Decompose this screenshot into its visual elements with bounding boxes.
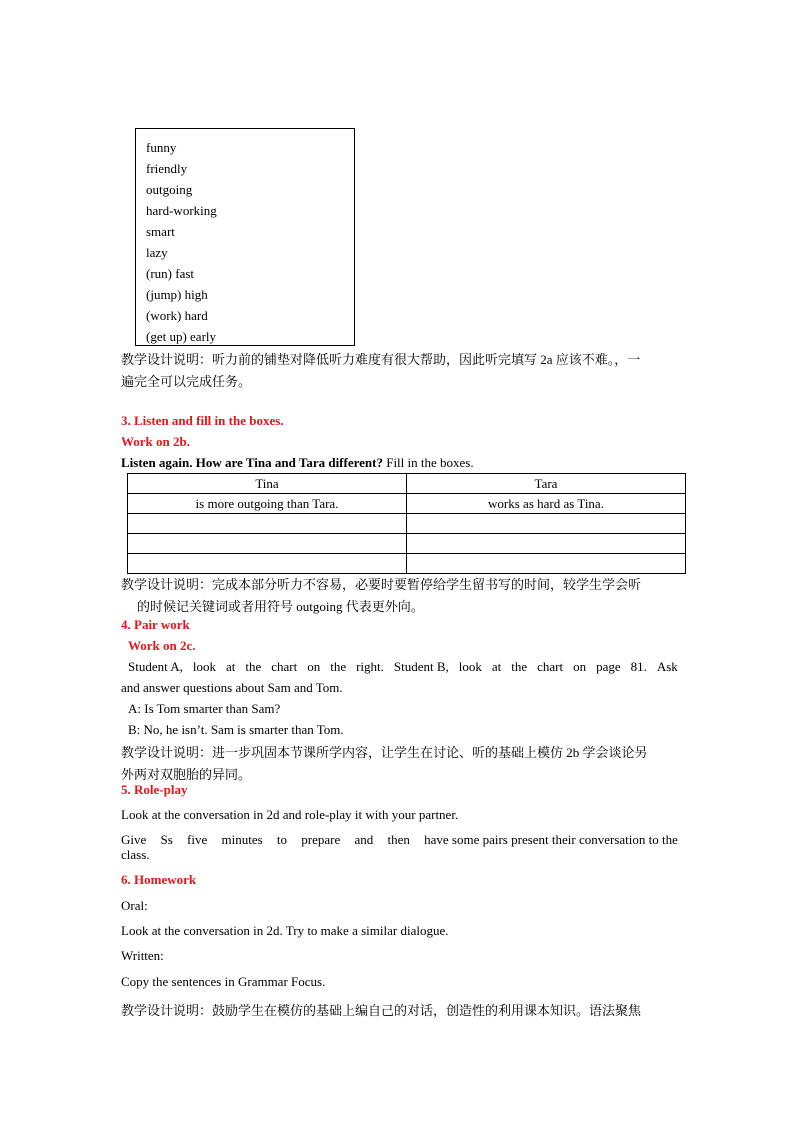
written-label: Written: xyxy=(121,948,164,963)
word-item: smart xyxy=(146,224,175,239)
word: Student A, xyxy=(128,659,183,674)
section-5-heading: 5. Role-play xyxy=(121,782,188,797)
word: look xyxy=(192,659,217,674)
word: prepare xyxy=(301,832,341,847)
word: have some pairs present their conversation to the xyxy=(424,832,678,847)
word: page xyxy=(596,659,621,674)
table-header-cell: Tara xyxy=(407,474,686,494)
design-note-2-line2: 的时候记关键词或者用符号 outgoing 代表更外向。 xyxy=(137,599,424,614)
word: minutes xyxy=(221,832,263,847)
design-note-1-line1: 教学设计说明：听力前的铺垫对降低听力难度有很大帮助，因此听完填写 2a 应该不难。，一 xyxy=(121,352,641,367)
table-header-row xyxy=(128,474,686,494)
word: five xyxy=(187,832,208,847)
section-5-line1: Look at the conversation in 2d and role-play it with your partner. xyxy=(121,807,459,822)
written-text: Copy the sentences in Grammar Focus. xyxy=(121,974,326,989)
section-3-subheading: Work on 2b. xyxy=(121,434,190,449)
vocabulary-box xyxy=(135,128,355,346)
table-row xyxy=(128,534,686,554)
table-cell[interactable] xyxy=(128,554,407,574)
word-item: (get up) early xyxy=(146,329,217,344)
design-note-3-line1: 教学设计说明：进一步巩固本节课所学内容，让学生在讨论、听的基础上模仿 2b 学会谈论另 xyxy=(121,745,648,760)
dialog-line-a: A: Is Tom smarter than Sam? xyxy=(128,701,281,716)
word: Ss xyxy=(160,832,173,847)
word: to xyxy=(276,832,288,847)
section-3-heading: 3. Listen and fill in the boxes. xyxy=(121,413,284,428)
table-cell: works as hard as Tina. xyxy=(407,494,686,514)
word: and xyxy=(354,832,374,847)
table-cell[interactable] xyxy=(407,514,686,534)
word: Give xyxy=(121,832,147,847)
word-item: outgoing xyxy=(146,182,193,197)
word: at xyxy=(491,659,502,674)
table-row xyxy=(128,554,686,574)
word-item: (jump) high xyxy=(146,287,208,302)
word: Ask xyxy=(656,659,678,674)
word-item: lazy xyxy=(146,245,168,260)
table-header-cell: Tina xyxy=(128,474,407,494)
word-item: (run) fast xyxy=(146,266,195,281)
section-3-instruction xyxy=(121,455,474,471)
instruction-bold: Listen again. How are Tina and Tara different? xyxy=(121,455,383,470)
instruction-rest: Fill in the boxes. xyxy=(382,455,474,470)
design-note-1-line2: 遍完全可以完成任务。 xyxy=(121,374,252,389)
design-note-3-line2: 外两对双胞胎的异同。 xyxy=(121,767,252,782)
table-row xyxy=(128,494,686,514)
word: 81. xyxy=(630,659,647,674)
section-6-heading: 6. Homework xyxy=(121,872,197,887)
section-4-subheading: Work on 2c. xyxy=(128,638,196,653)
word: chart xyxy=(537,659,564,674)
word-item: hard-working xyxy=(146,203,217,218)
table-row xyxy=(128,514,686,534)
word: the xyxy=(330,659,347,674)
word: the xyxy=(245,659,262,674)
word: look xyxy=(458,659,482,674)
difference-table xyxy=(127,473,686,574)
word: at xyxy=(226,659,236,674)
word: the xyxy=(511,659,528,674)
word: on xyxy=(573,659,587,674)
table-cell[interactable] xyxy=(407,534,686,554)
section-5-line2 xyxy=(121,832,678,848)
section-4-heading: 4. Pair work xyxy=(121,617,190,632)
design-note-2-line1: 教学设计说明：完成本部分听力不容易，必要时要暂停给学生留书写的时间，较学生学会听 xyxy=(121,577,642,592)
section-5-line3: class. xyxy=(121,847,150,862)
section-4-paragraph-line1 xyxy=(128,659,678,675)
oral-text: Look at the conversation in 2d. Try to make a similar dialogue. xyxy=(121,923,449,938)
word-item: friendly xyxy=(146,161,188,176)
design-note-4-line1: 教学设计说明：鼓励学生在模仿的基础上编自己的对话，创造性的利用课本知识。语法聚焦 xyxy=(121,1003,642,1018)
table-cell[interactable] xyxy=(407,554,686,574)
word: chart xyxy=(271,659,298,674)
word: then xyxy=(387,832,410,847)
oral-label: Oral: xyxy=(121,898,148,913)
word: on xyxy=(307,659,321,674)
word-item: (work) hard xyxy=(146,308,208,323)
table-cell[interactable] xyxy=(128,534,407,554)
word: right. xyxy=(356,659,384,674)
table-cell: is more outgoing than Tara. xyxy=(128,494,407,514)
word-item: funny xyxy=(146,140,177,155)
word: Student B, xyxy=(393,659,449,674)
table-cell[interactable] xyxy=(128,514,407,534)
section-4-paragraph-line2: and answer questions about Sam and Tom. xyxy=(121,680,343,695)
dialog-line-b: B: No, he isn’t. Sam is smarter than Tom. xyxy=(128,722,344,737)
